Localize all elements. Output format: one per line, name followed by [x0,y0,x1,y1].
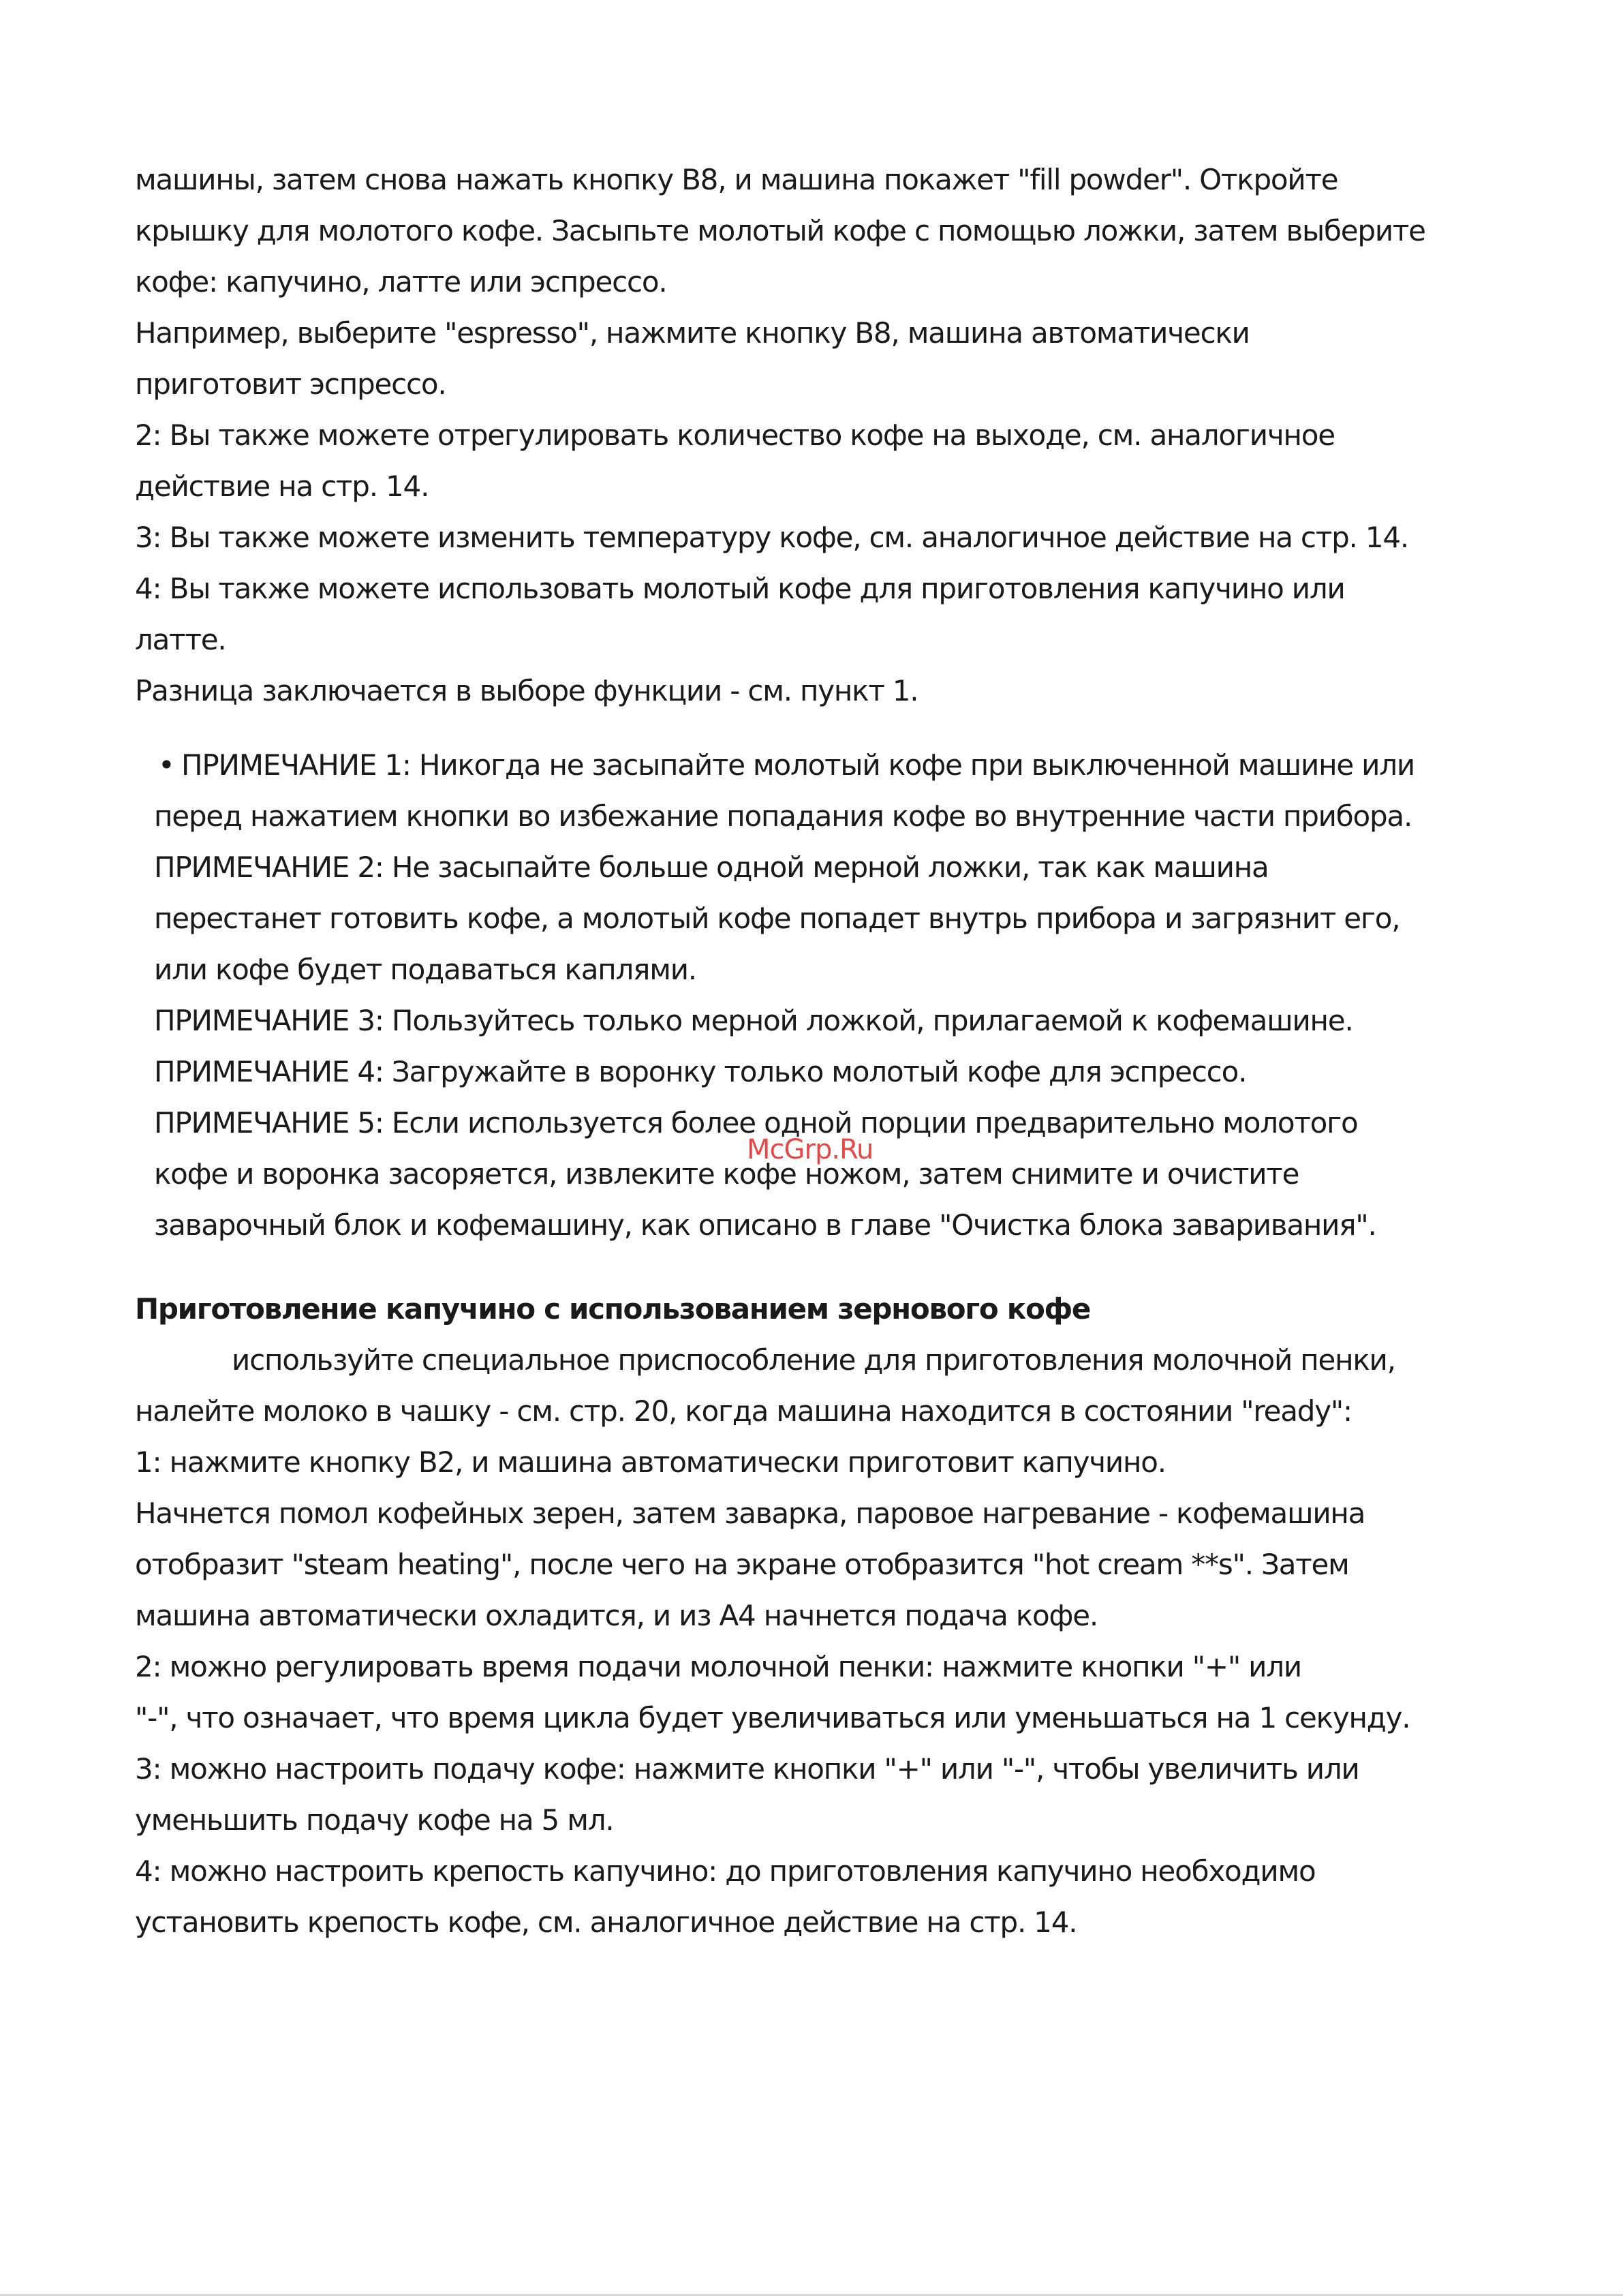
note-line: ПРИМЕЧАНИЕ 3: Пользуйтесь только мерной ложкой, прилагаемой к кофемашине. [154,1004,1353,1037]
body-line: латте. [135,623,226,656]
body-line: 2: Вы также можете отрегулировать количество кофе на выходе, см. аналогичное [135,418,1335,452]
note-line: перед нажатием кнопки во избежание попадания кофе во внутренние части прибора. [154,799,1412,833]
body-line: используйте специальное приспособление для приготовления молочной пенки, [232,1343,1395,1377]
body-line: 1: нажмите кнопку B2, и машина автоматически приготовит капучино. [135,1445,1166,1479]
body-line: действие на стр. 14. [135,470,429,503]
note-line: кофе и воронка засоряется, извлеките кофе ножом, затем снимите и очистите [154,1157,1299,1191]
body-line: 2: можно регулировать время подачи молочной пенки: нажмите кнопки "+" или [135,1650,1302,1683]
note-line: ПРИМЕЧАНИЕ 1: Никогда не засыпайте молотый кофе при выключенной машине или [181,748,1415,782]
note-line: перестанет готовить кофе, а молотый кофе попадет внутрь прибора и загрязнит его, [154,902,1400,935]
body-line: 4: Вы также можете использовать молотый кофе для приготовления капучино или [135,572,1345,605]
body-line: приготовит эспрессо. [135,367,446,401]
body-line: машина автоматически охладится, и из A4 начнется подача кофе. [135,1599,1098,1632]
note-line: ПРИМЕЧАНИЕ 5: Если используется более одной порции предварительно молотого [154,1106,1358,1139]
body-line: уменьшить подачу кофе на 5 мл. [135,1803,614,1837]
body-line: установить крепость кофе, см. аналогичное действие на стр. 14. [135,1905,1077,1939]
body-line: машины, затем снова нажать кнопку B8, и машина покажет "fill powder". Откройте [135,163,1338,196]
body-line: "-", что означает, что время цикла будет увеличиваться или уменьшаться на 1 секунду. [135,1701,1410,1734]
bullet-icon: • [158,748,175,782]
note-line: ПРИМЕЧАНИЕ 4: Загружайте в воронку только молотый кофе для эспрессо. [154,1055,1247,1088]
note-line: ПРИМЕЧАНИЕ 2: Не засыпайте больше одной мерной ложки, так как машина [154,851,1269,884]
body-line: крышку для молотого кофе. Засыпьте молотый кофе с помощью ложки, затем выберите [135,214,1425,247]
body-line: налейте молоко в чашку - см. стр. 20, когда машина находится в состоянии "ready": [135,1394,1352,1428]
section-heading: Приготовление капучино с использованием зернового кофе [135,1292,1091,1326]
body-line: Разница заключается в выборе функции - см. пункт 1. [135,674,918,707]
body-line: Начнется помол кофейных зерен, затем заварка, паровое нагревание - кофемашина [135,1497,1365,1530]
note-line: или кофе будет подаваться каплями. [154,953,696,986]
body-line: отобразит "steam heating", после чего на экране отобразится "hot cream **s". Затем [135,1548,1349,1581]
body-line: 4: можно настроить крепость капучино: до приготовления капучино необходимо [135,1854,1316,1888]
body-line: 3: Вы также можете изменить температуру кофе, см. аналогичное действие на стр. 14. [135,521,1409,554]
watermark: McGrp.Ru [747,1134,874,1165]
body-line: кофе: капучино, латте или эспрессо. [135,265,667,299]
body-line: Например, выберите "espresso", нажмите кнопку B8, машина автоматически [135,316,1250,350]
body-line: 3: можно настроить подачу кофе: нажмите кнопки "+" или "-", чтобы увеличить или [135,1752,1359,1786]
note-line: заварочный блок и кофемашину, как описано в главе "Очистка блока заваривания". [154,1208,1376,1242]
